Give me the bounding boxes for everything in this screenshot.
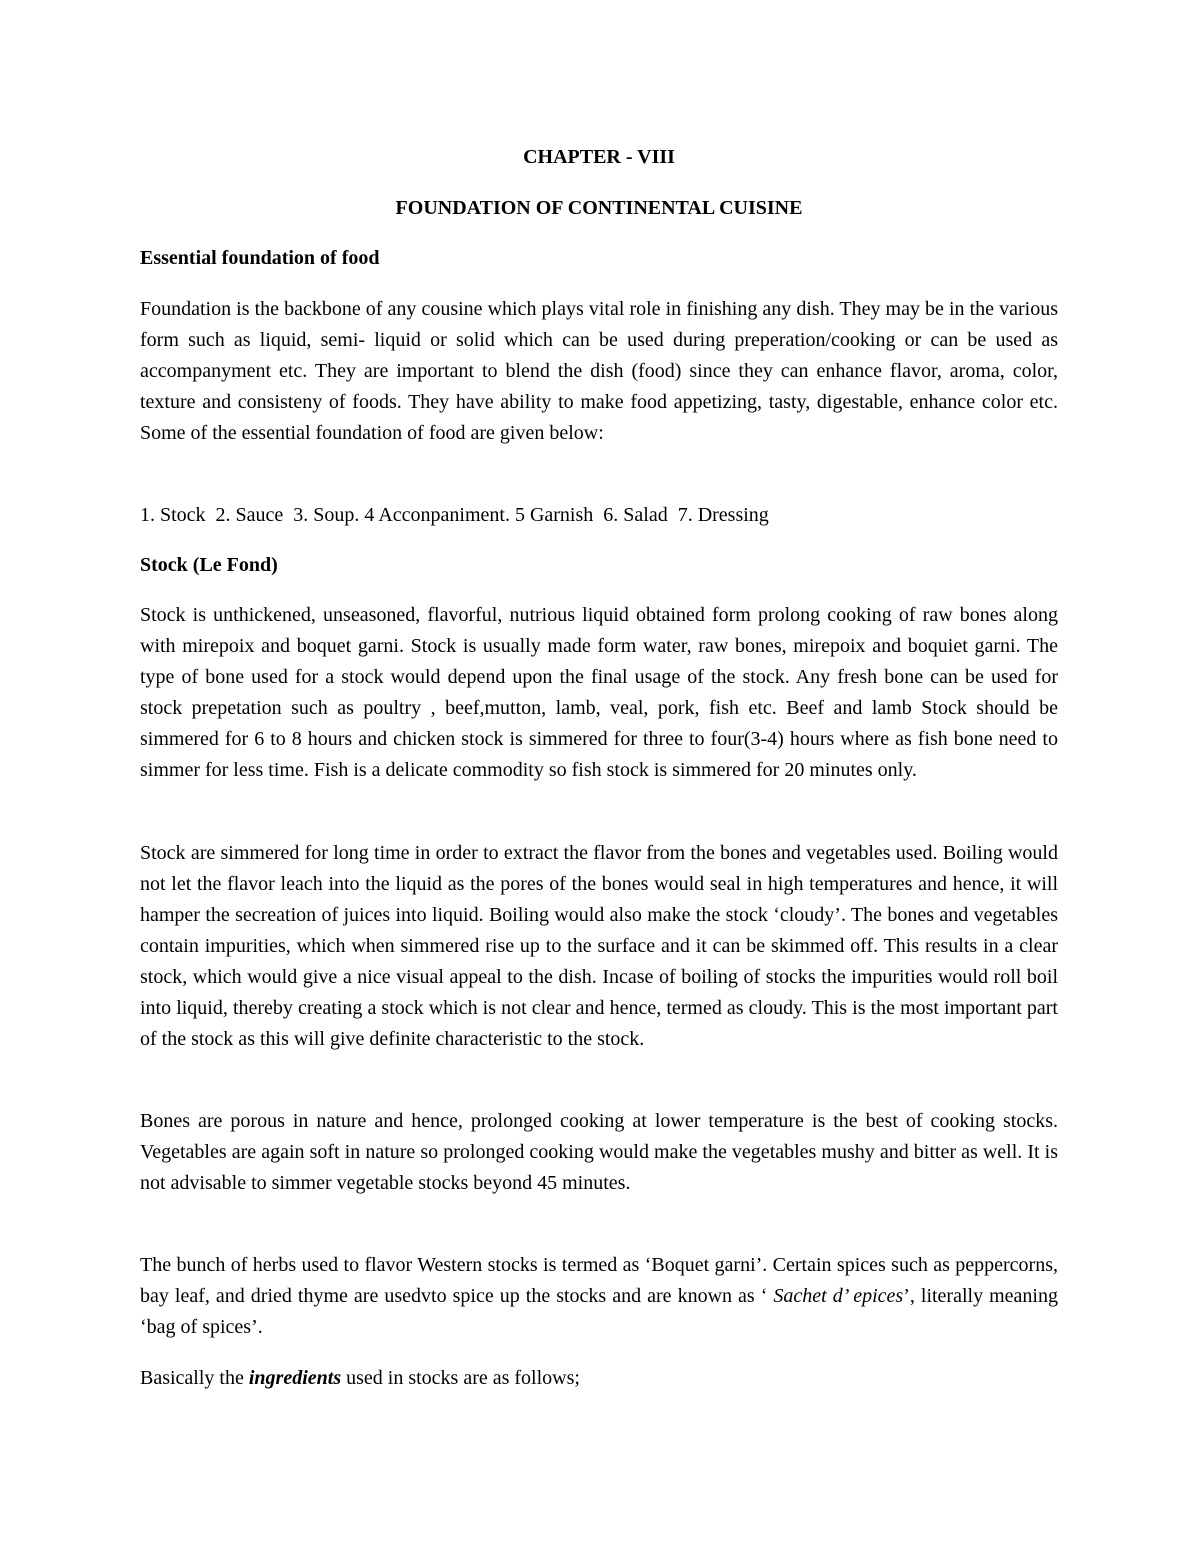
ingredients-text-2: used in stocks are as follows;: [341, 1367, 580, 1389]
paragraph-stock-definition: Stock is unthickened, unseasoned, flavorful, nutrious liquid obtained form prolong cooking of raw bones along with mirepoix and boquet garni. Stock is usually made form water, raw bones, mirepoix and boquiet garni. The type of bone used for a stock would depend upon the final usage of the stock. Any fresh bone can be used for stock prepetation such as poultry , beef,mutton, lamb, veal, pork, fish etc. Beef and lamb Stock should be simmered for 6 to 8 hours and chicken stock is simmered for three to four(3-4) hours where as fish bone need to simmer for less time. Fish is a delicate commodity so fish stock is simmered for 20 minutes only.: [140, 604, 1058, 781]
paragraph-stock-simmering: Stock are simmered for long time in order to extract the flavor from the bones and vegetables used. Boiling would not let the flavor leach into the liquid as the pores of the bones would seal in high temperatures and hence, it will hamper the secreation of juices into liquid. Boiling would also make the stock ‘cloudy’. The bones and vegetables contain impurities, which when simmered rise up to the surface and it can be skimmed off. This results in a clear stock, which would give a nice visual appeal to the dish. Incase of boiling of stocks the impurities would roll boil into liquid, thereby creating a stock which is not clear and hence, termed as cloudy. This is the most important part of the stock as this will give definite characteristic to the stock.: [140, 842, 1058, 1050]
paragraph-bones-porous: Bones are porous in nature and hence, prolonged cooking at lower temperature is the best of cooking stocks. Vegetables are again soft in nature so prolonged cooking would make the vegetables mushy and bitter as well. It is not advisable to simmer vegetable stocks beyond 45 minutes.: [140, 1110, 1058, 1194]
paragraph-boquet-garni: [140, 1250, 1058, 1343]
chapter-title: FOUNDATION OF CONTINENTAL CUISINE: [395, 197, 803, 219]
section-heading-stock: Stock (Le Fond): [140, 554, 278, 576]
boquet-garni-text-1: The bunch of herbs used to flavor Western stocks is termed as ‘Boquet garni’. Certain spices such as peppercorns, bay leaf, and dried thyme are usedvto spice up the stocks and are known as ‘: [140, 1254, 1058, 1307]
document-page: [140, 0, 1058, 1553]
boquet-garni-text-2: ’, literally meaning ‘bag of spices’.: [140, 1285, 1058, 1338]
sachet-epices-term: Sachet d’ epices: [773, 1285, 904, 1307]
section-heading-essential-foundation: Essential foundation of food: [140, 247, 380, 269]
paragraph-foundation-intro: Foundation is the backbone of any cousine which plays vital role in finishing any dish. They may be in the various form such as liquid, semi- liquid or solid which can be used during preperation/cooking or can be used as accompanyment etc. They are important to blend the dish (food) since they can enhance flavor, aroma, color, texture and consisteny of foods. They have ability to make food appetizing, tasty, digestable, enhance color etc. Some of the essential foundation of food are given below:: [140, 298, 1058, 444]
foundation-list: 1. Stock 2. Sauce 3. Soup. 4 Acconpaniment. 5 Garnish 6. Salad 7. Dressing: [140, 504, 769, 526]
ingredients-intro-line: [140, 1366, 1058, 1390]
ingredients-term: ingredients: [248, 1367, 342, 1389]
ingredients-text-1: Basically the: [140, 1367, 249, 1389]
chapter-number: CHAPTER - VIII: [523, 146, 675, 168]
